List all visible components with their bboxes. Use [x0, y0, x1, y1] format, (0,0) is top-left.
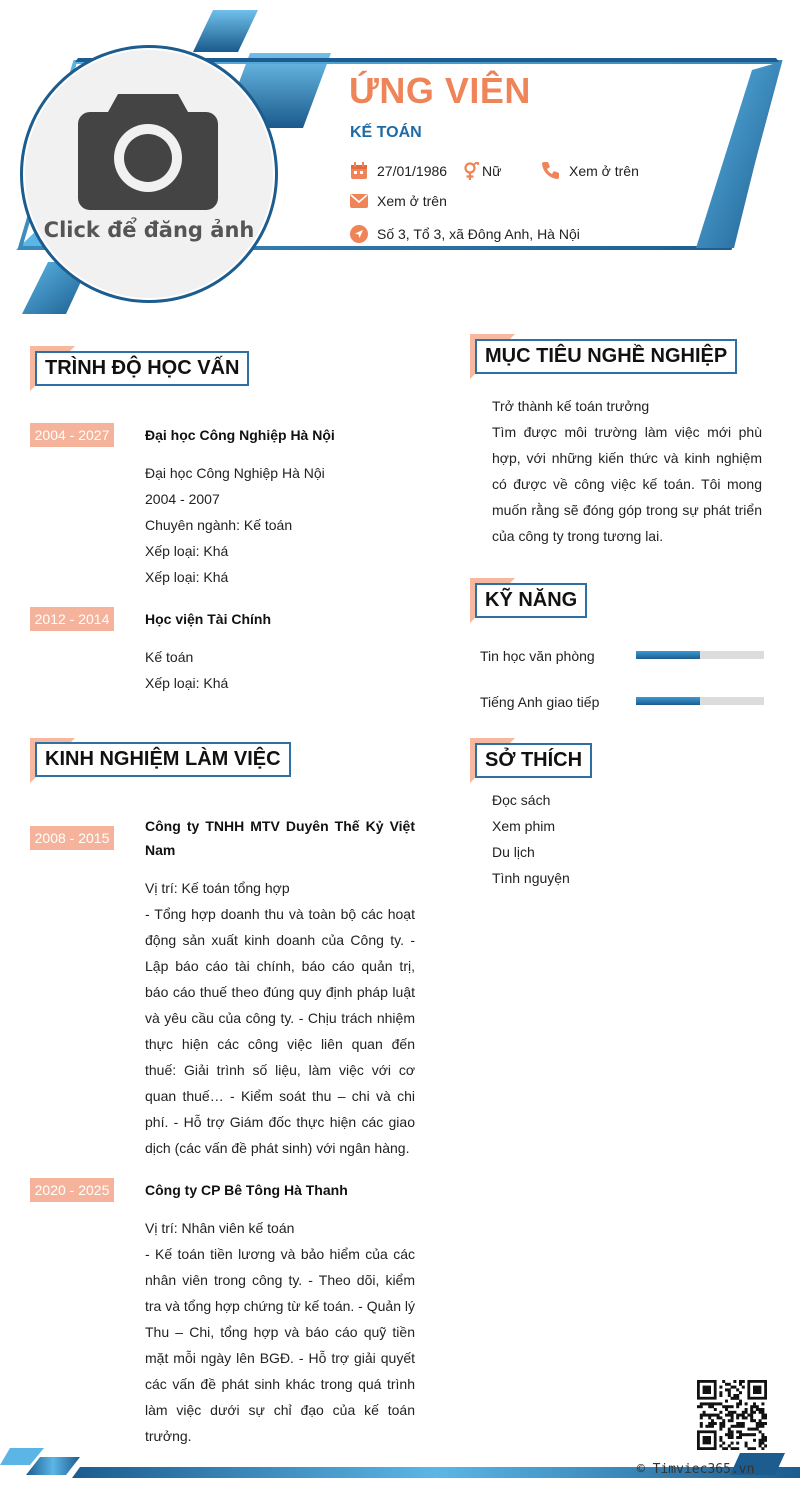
education-line: Kế toán	[145, 649, 194, 665]
education-period: 2012 - 2014	[30, 607, 114, 631]
phone-row	[540, 161, 639, 181]
hobby-item: Xem phim	[492, 818, 556, 834]
skill-level-bar	[636, 651, 764, 659]
skill-level-fill	[636, 697, 700, 705]
gender-value: Nữ	[482, 163, 502, 179]
hobbies-heading: SỞ THÍCH	[475, 743, 592, 778]
phone-icon	[540, 161, 560, 181]
education-heading: TRÌNH ĐỘ HỌC VẤN	[35, 351, 249, 386]
experience-period: 2020 - 2025	[30, 1178, 114, 1202]
hobby-item: Du lịch	[492, 844, 535, 860]
experience-description: - Tổng hợp doanh thu và toàn bộ các hoạt động sản xuất kinh doanh của Công ty. - Lập báo cáo tài chính, báo cáo quản trị, báo cáo thuế theo đúng quy định pháp luật và yêu cầu của công ty. - Chịu trách nhiệm thực hiện các công việc liên quan đến thuế: Giải trình số liệu, làm việc với cơ quan thuế… - Kiểm soát thu – chi và chi phí. - Hỗ trợ Giám đốc thực hiện các giao dịch (các vấn đề phát sinh) với ngân hàng.	[145, 906, 415, 1156]
skills-heading: KỸ NĂNG	[475, 583, 587, 618]
objective-long: Tìm được môi trường làm việc mới phù hợp, với những kiến thức và kinh nghiệm có được về công việc kế toán. Tôi mong muốn rằng sẽ đóng góp trong sự phát triển của công ty trong tương lai.	[492, 424, 762, 544]
hobby-item: Tình nguyện	[492, 870, 570, 886]
education-period: 2004 - 2027	[30, 423, 114, 447]
education-line: Xếp loại: Khá	[145, 675, 229, 691]
education-line: 2004 - 2007	[145, 491, 220, 507]
experience-company: Công ty CP Bê Tông Hà Thanh	[145, 1182, 348, 1198]
address-row	[350, 225, 580, 243]
location-icon	[350, 225, 368, 243]
skill-level-bar	[636, 697, 764, 705]
calendar-icon	[350, 162, 368, 180]
education-line: Xếp loại: Khá	[145, 543, 229, 559]
experience-company: Công ty TNHH MTV Duyên Thế Kỷ Việt Nam	[145, 818, 415, 858]
envelope-icon	[350, 192, 368, 210]
job-title: KẾ TOÁN	[350, 124, 422, 141]
skill-name: Tiếng Anh giao tiếp	[480, 694, 600, 710]
education-title: Đại học Công Nghiệp Hà Nội	[145, 427, 335, 443]
email-value: Xem ở trên	[377, 193, 447, 209]
education-line: Đại học Công Nghiệp Hà Nội	[145, 465, 325, 481]
gender-icon	[462, 162, 480, 180]
skill-name: Tin học văn phòng	[480, 648, 595, 664]
education-title: Học viện Tài Chính	[145, 611, 272, 627]
camera-icon[interactable]	[78, 88, 218, 210]
objective-short: Trở thành kế toán trưởng	[492, 398, 650, 414]
experience-description: - Kế toán tiền lương và bảo hiểm của các nhân viên trong công ty. - Theo dõi, kiểm tra và tổng hợp chứng từ kế toán. - Quản lý Thu – Chi, tổng hợp và báo cáo quỹ tiền mặt mỗi ngày lên BGĐ. - Hỗ trợ giải quyết các vấn đề phát sinh khác trong quá trình làm việc dưới sự chỉ đạo của kế toán trưởng.	[145, 1246, 415, 1444]
hobby-item: Đọc sách	[492, 792, 551, 808]
skill-level-fill	[636, 651, 700, 659]
education-line: Xếp loại: Khá	[145, 569, 229, 585]
gender-row	[462, 162, 501, 180]
address-value: Số 3, Tổ 3, xã Đông Anh, Hà Nội	[377, 226, 580, 242]
qr-code-icon[interactable]	[697, 1380, 767, 1450]
experience-position: Vị trí: Kế toán tổng hợp	[145, 880, 290, 896]
birthday-row	[350, 162, 447, 180]
phone-value: Xem ở trên	[569, 163, 639, 179]
photo-upload-label[interactable]: Click để đăng ảnh	[43, 218, 255, 242]
birthday-value: 27/01/1986	[377, 163, 448, 179]
candidate-name: ỨNG VIÊN	[349, 70, 531, 111]
email-row	[350, 192, 447, 210]
objective-heading: MỤC TIÊU NGHỀ NGHIỆP	[475, 339, 737, 374]
experience-heading: KINH NGHIỆM LÀM VIỆC	[35, 742, 291, 777]
experience-position: Vị trí: Nhân viên kế toán	[145, 1220, 295, 1236]
copyright-footer: © Timviec365.vn	[637, 1462, 755, 1477]
experience-period: 2008 - 2015	[30, 826, 114, 850]
education-line: Chuyên ngành: Kế toán	[145, 517, 293, 533]
